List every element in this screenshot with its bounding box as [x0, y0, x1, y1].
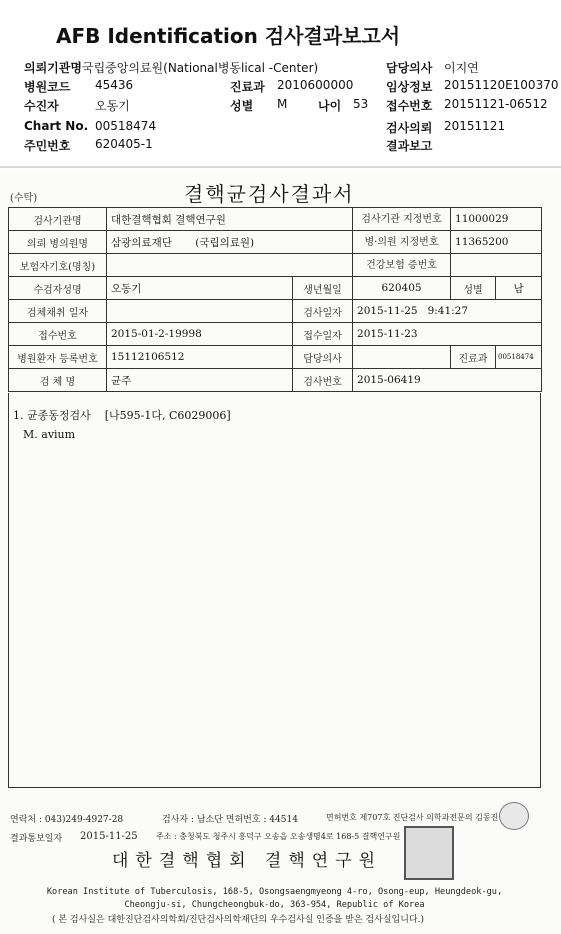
field-requester-value: 국립중앙의료원(National병동lical -Center)	[82, 61, 319, 75]
cell-value	[451, 254, 542, 277]
table-row	[9, 277, 542, 300]
footer-report-date: 2015-11-25	[80, 831, 138, 842]
field-clinical-value: 20151120E100370	[444, 78, 559, 92]
address-line-1: Korean Institute of Tuberculosis, 168-5, Osongsaengmyeong 4-ro, Osong-eup, Heungdeok-gu,	[46, 887, 503, 897]
field-receipt-value: 20151121-06512	[444, 97, 548, 111]
cell-value: 2015-01-2-19998	[107, 323, 293, 346]
report-form-table	[8, 207, 542, 392]
cell-label: 수검자성명	[9, 277, 107, 300]
field-patient-value: 오동기	[95, 99, 130, 113]
cell-label: 검 체 명	[9, 369, 107, 392]
cell-label: 의뢰 병의원명	[9, 231, 107, 254]
field-clinical-label: 임상정보	[386, 80, 433, 94]
cell-value: 균주	[107, 369, 293, 392]
cell-label: 검체채취 일자	[9, 300, 107, 323]
field-age-label: 나이	[318, 99, 342, 113]
table-row	[9, 254, 542, 277]
cell-value: 오동기	[107, 277, 293, 300]
footer-license: 면허번호 제707호 진단검사 의학과전문의 김동진	[326, 813, 499, 822]
footer-report-date-label: 결과통보일자	[10, 834, 63, 844]
cell-label: 검사번호	[293, 369, 353, 392]
cell-value	[107, 231, 353, 254]
field-request-label: 검사의뢰	[386, 121, 433, 135]
cell-label: 접수일자	[293, 323, 353, 346]
doc-type-label: (수탁)	[10, 193, 38, 204]
field-chart-value: 00518474	[95, 119, 157, 133]
cell-value: 15112106512	[107, 346, 293, 369]
table-row	[9, 208, 542, 231]
cell-value: 2015-06419	[353, 369, 542, 392]
table-row	[9, 323, 542, 346]
page-title: AFB Identification 검사결과보고서	[56, 24, 401, 48]
table-row	[9, 300, 542, 323]
field-patient-label: 수진자	[24, 99, 59, 113]
field-hospital-code-value: 45436	[95, 78, 134, 92]
table-row	[9, 231, 542, 254]
divider	[0, 166, 561, 168]
cell-value: 00518474	[496, 346, 542, 369]
field-request-value: 20151121	[444, 119, 506, 133]
hospital-alt: (국립의료원)	[195, 236, 255, 249]
cell-value	[107, 300, 293, 323]
cell-value	[107, 254, 353, 277]
cell-label: 접수번호	[9, 323, 107, 346]
field-age-value: 53	[353, 97, 369, 111]
footer-address: 주소 : 충청북도 청주시 흥덕구 오송읍 오송생명4로 168-5 결핵연구원	[156, 832, 401, 841]
cell-label: 건강보험 증번호	[353, 254, 451, 277]
cell-value: 2015-11-23	[353, 323, 542, 346]
field-dept-value: 2010600000	[277, 78, 354, 92]
address-line-2: Cheongju-si, Chungcheongbuk-do, 363-954, Republic of Korea	[124, 900, 425, 910]
cell-value: 대한결핵협회 결핵연구원	[107, 208, 353, 231]
cell-label: 진료과	[451, 346, 496, 369]
cell-label: 담당의사	[293, 346, 353, 369]
report-title: 결핵균검사결과서	[184, 182, 355, 206]
footer-phone: 연락처 : 043)249-4927-28	[10, 815, 124, 825]
report-header	[0, 0, 561, 168]
cell-label: 보험자기호(명칭)	[9, 254, 107, 277]
table-row	[9, 369, 542, 392]
field-resident-value: 620405-1	[95, 137, 153, 151]
field-resident-label: 주민번호	[24, 139, 71, 153]
field-sex-label: 성별	[230, 99, 254, 113]
cell-label: 생년월일	[293, 277, 353, 300]
cell-label: 성별	[451, 277, 496, 300]
footer-examiner: 검사자 : 남소단 면허번호 : 44514	[162, 815, 298, 825]
cell-value: 남	[496, 277, 542, 300]
organization-name: 대한결핵협회 결핵연구원	[112, 851, 383, 871]
result-test-line: 1. 균종동정검사 [나595-1다, C6029006]	[13, 409, 231, 422]
cell-label: 검사기관 지정번호	[353, 208, 451, 231]
organization-address-roman	[8, 886, 541, 912]
official-seal	[404, 826, 454, 880]
field-requester: 의뢰기관명	[24, 61, 82, 75]
result-section	[8, 393, 541, 788]
cell-label: 검사일자	[293, 300, 353, 323]
cell-label: 검사기관명	[9, 208, 107, 231]
cell-label: 병원환자 등록번호	[9, 346, 107, 369]
result-organism: M. avium	[23, 428, 76, 441]
field-hospital-code-label: 병원코드	[24, 80, 71, 94]
field-dept-label: 진료과	[230, 80, 265, 94]
circular-stamp	[499, 802, 529, 830]
cell-value: 620405	[353, 277, 451, 300]
cell-value	[353, 346, 451, 369]
cell-value: 2015-11-25 9:41:27	[353, 300, 542, 323]
field-receipt-label: 접수번호	[386, 99, 433, 113]
field-doctor-label: 담당의사	[386, 61, 433, 75]
cell-value: 11365200	[451, 231, 542, 254]
certification-note: ( 본 검사실은 대한진단검사의학회/진단검사의학재단의 우수검사실 인증을 받은 검사실입니다.)	[52, 915, 425, 925]
field-doctor-value: 이지연	[444, 61, 479, 75]
cell-value: 11000029	[451, 208, 542, 231]
hospital-name: 삼광의료재단	[111, 236, 172, 249]
field-sex-value: M	[277, 97, 288, 111]
field-chart-label: Chart No.	[24, 119, 89, 133]
cell-label: 병·의원 지정번호	[353, 231, 451, 254]
field-result-label: 결과보고	[386, 139, 433, 153]
table-row	[9, 346, 542, 369]
